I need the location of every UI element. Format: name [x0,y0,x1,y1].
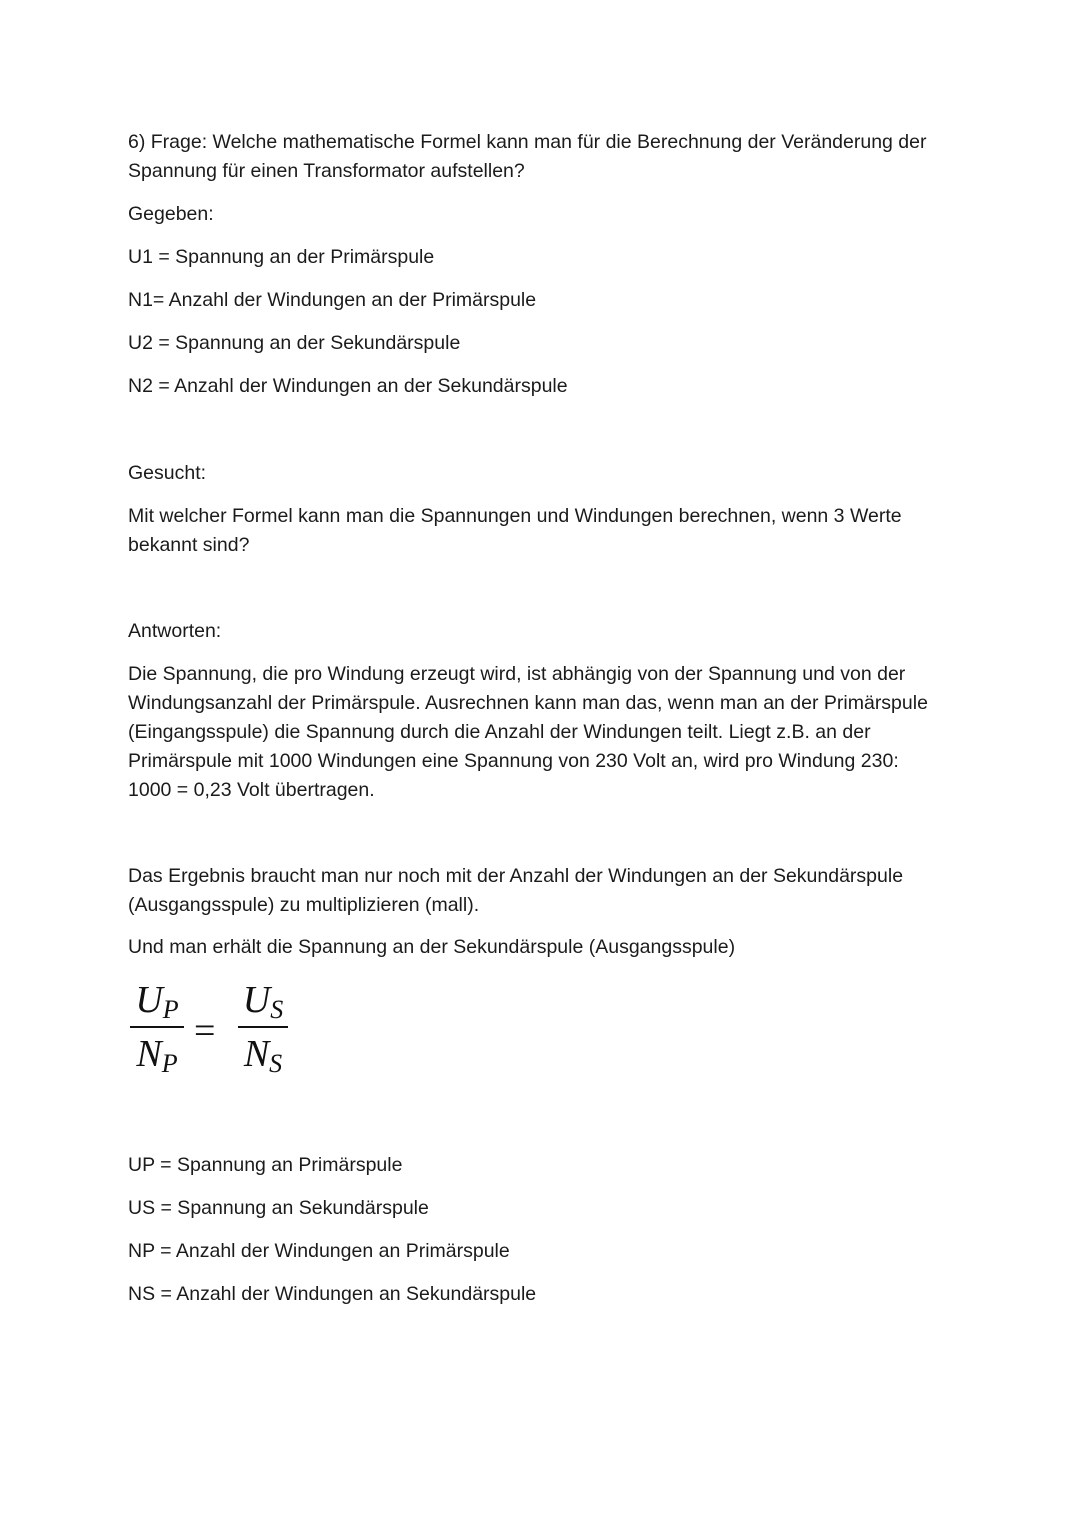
legend-np: NP = Anzahl der Windungen an Primärspule [128,1240,510,1262]
given-item-u1: U1 = Spannung an der Primärspule [128,246,435,268]
given-item-n1: N1= Anzahl der Windungen an der Primärspule [128,289,537,311]
answer-paragraph-1 [128,660,958,805]
symbol-u: U [135,979,163,1021]
fraction-primary [130,978,184,1076]
subscript-s: S [269,1049,283,1078]
subscript-s: S [270,995,284,1024]
symbol-n: N [136,1033,162,1075]
given-item-n2: N2 = Anzahl der Windungen an der Sekundärspule [128,375,568,397]
answer-line: (Ausgangsspule) zu multiplizieren (mall). [128,894,480,916]
answer-line: (Eingangsspule) die Spannung durch die Anzahl der Windungen teilt. Liegt z.B. an der [128,721,871,743]
fraction-secondary [238,978,288,1076]
answer-paragraph-3: Und man erhält die Spannung an der Sekundärspule (Ausgangsspule) [128,936,736,958]
wanted-heading: Gesucht: [128,462,207,484]
answer-line: Windungsanzahl der Primärspule. Ausrechnen kann man das, wenn man an der Primärspule [128,692,928,714]
answer-line: Primärspule mit 1000 Windungen eine Spannung von 230 Volt an, wird pro Windung 230: [128,750,899,772]
answer-line: Das Ergebnis braucht man nur noch mit der Anzahl der Windungen an der Sekundärspule [128,865,904,887]
fraction-bar [130,1026,184,1028]
equals-sign: = [194,1010,216,1052]
legend-us: US = Spannung an Sekundärspule [128,1197,429,1219]
fraction-bar [238,1026,288,1028]
numerator-up [130,978,184,1022]
symbol-n: N [243,1033,270,1075]
question-text [128,128,958,186]
answer-line: Die Spannung, die pro Windung erzeugt wird, ist abhängig von der Spannung und von der [128,663,906,685]
answer-line: 1000 = 0,23 Volt übertragen. [128,779,375,801]
wanted-text [128,502,958,560]
legend-ns: NS = Anzahl der Windungen an Sekundärspule [128,1283,537,1305]
numerator-us [238,978,288,1022]
legend-up: UP = Spannung an Primärspule [128,1154,403,1176]
wanted-line: Mit welcher Formel kann man die Spannungen und Windungen berechnen, wenn 3 Werte [128,505,902,527]
symbol-u: U [242,979,271,1021]
denominator-ns [238,1032,288,1076]
subscript-p: P [162,995,179,1024]
answer-paragraph-2 [128,862,958,920]
subscript-p: P [161,1049,178,1078]
wanted-line: bekannt sind? [128,534,250,556]
denominator-np [130,1032,184,1076]
given-item-u2: U2 = Spannung an der Sekundärspule [128,332,461,354]
question-line: 6) Frage: Welche mathematische Formel kann man für die Berechnung der Veränderung der [128,131,927,153]
answers-heading: Antworten: [128,620,222,642]
given-heading: Gegeben: [128,203,214,225]
question-line: Spannung für einen Transformator aufstellen? [128,160,525,182]
transformer-formula [128,978,308,1088]
